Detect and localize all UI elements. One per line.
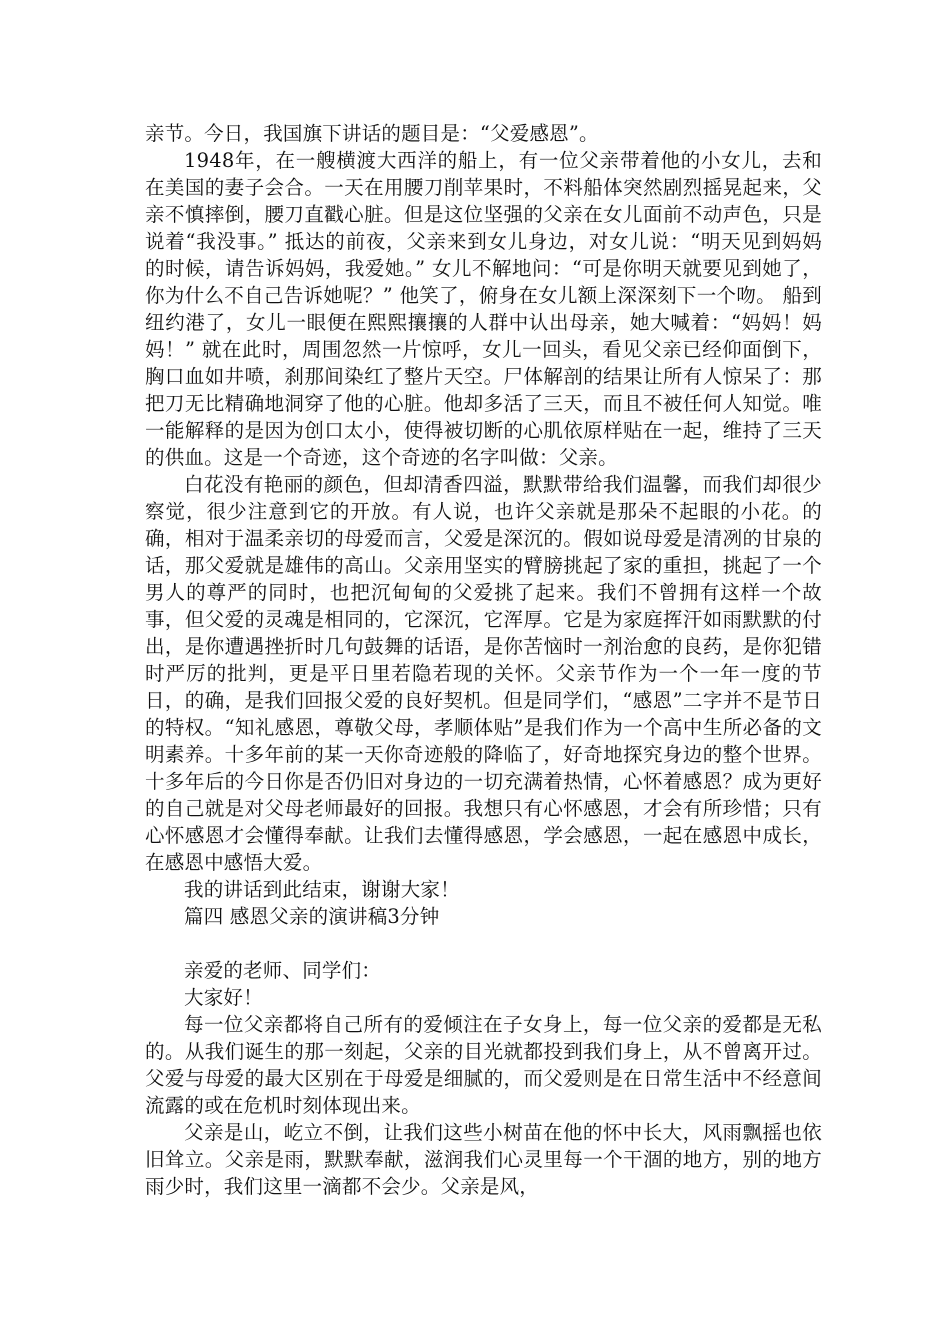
paragraph-2: 1948年，在一艘横渡大西洋的船上，有一位父亲带着他的小女儿，去和在美国的妻子会合。一天在用腰刀削苹果时，不料船体突然剧烈摇晃起来，父亲不慎摔倒，腰刀直戳心脏。但是这位坚强的父亲在女儿面前不动声色，只是说着“我没事。” 抵达的前夜，父亲来到女儿身边，对女儿说：“明天见到妈妈的时候，请告诉妈妈，我爱她。” 女儿不解地问：“可是你明天就要见到她了，你为什么不自己告诉她呢？” 他笑了，俯身在女儿额上深深刻下一个吻。 船到纽约港了，女儿一眼便在熙熙攘攘的人群中认出母亲，她大喊着：“妈妈！妈妈！” 就在此时，周围忽然一片惊呼，女儿一回头，看见父亲已经仰面倒下，胸口血如井喷，刹那间染红了整片天空。尸体解剖的结果让所有人惊呆了：那把刀无比精确地洞穿了他的心脏。他却多活了三天，而且不被任何人知觉。唯一能解释的是因为创口太小，使得被切断的心肌依原样贴在一起，维持了三天的供血。这是一个奇迹，这个奇迹的名字叫做：父亲。 bbox=[145, 149, 822, 469]
blank-line bbox=[145, 930, 822, 957]
paragraph-5: 每一位父亲都将自己所有的爱倾注在子女身上，每一位父亲的爱都是无私的。从我们诞生的那一刻起，父亲的目光就都投到我们身上，从不曾离开过。父爱与母爱的最大区别在于母爱是细腻的，而父爱则是在日常生活中不经意间流露的或在危机时刻体现出来。 bbox=[145, 1013, 822, 1117]
paragraph-6: 父亲是山，屹立不倒，让我们这些小树苗在他的怀中长大，风雨飘摇也依旧耸立。父亲是雨，默默奉献，滋润我们心灵里每一个干涸的地方，别的地方雨少时，我们这里一滴都不会少。父亲是风， bbox=[145, 1121, 822, 1198]
salutation: 亲爱的老师、同学们： bbox=[184, 959, 382, 982]
section-heading: 篇四 感恩父亲的演讲稿3分钟 bbox=[184, 905, 440, 928]
paragraph-3: 白花没有艳丽的颜色，但却清香四溢，默默带给我们温馨，而我们却很少察觉，很少注意到它的开放。有人说，也许父亲就是那朵不起眼的小花。的确，相对于温柔亲切的母爱而言，父爱是深沉的。假如说母爱是清冽的甘泉的话，那父爱就是雄伟的高山。父亲用坚实的臂膀挑起了家的重担，挑起了一个男人的尊严的同时，也把沉甸甸的父爱挑了起来。我们不曾拥有这样一个故事，但父爱的灵魂是相同的，它深沉，它浑厚。它是为家庭挥汗如雨默默的付出，是你遭遇挫折时几句鼓舞的话语，是你苦恼时一剂治愈的良药，是你犯错时严厉的批判，更是平日里若隐若现的关怀。父亲节作为一个一年一度的节日，的确，是我们回报父爱的良好契机。但是同学们，“感恩”二字并不是节日的特权。“知礼感恩，尊敬父母，孝顺体贴”是我们作为一个高中生所必备的文明素养。十多年前的某一天你奇迹般的降临了，好奇地探究身边的整个世界。十多年后的今日你是否仍旧对身边的一切充满着热情，心怀着感恩？成为更好的自己就是对父母老师最好的回报。我想只有心怀感恩，才会有所珍惜；只有心怀感恩才会懂得奉献。让我们去懂得感恩，学会感恩，一起在感恩中成长，在感恩中感悟大爱。 bbox=[145, 473, 822, 874]
document-body bbox=[145, 120, 822, 1200]
greeting: 大家好！ bbox=[184, 986, 263, 1009]
paragraph-4: 我的讲话到此结束，谢谢大家！ bbox=[184, 878, 460, 901]
paragraph-1: 亲节。今日，我国旗下讲话的题目是：“父爱感恩”。 bbox=[145, 122, 599, 145]
